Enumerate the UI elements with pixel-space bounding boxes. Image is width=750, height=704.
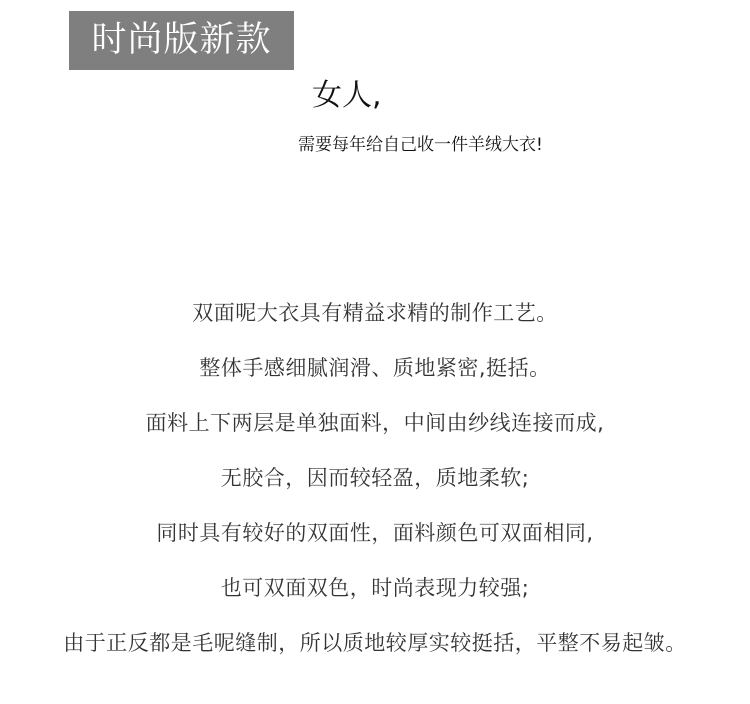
tagline: 需要每年给自己收一件羊绒大衣! — [298, 135, 543, 155]
title-badge: 时尚版新款 — [69, 11, 294, 70]
headline: 女人, — [312, 78, 382, 113]
description-line: 整体手感细腻润滑、质地紧密,挺括。 — [199, 356, 551, 380]
description-line: 无胶合，因而较轻盈，质地柔软; — [220, 466, 530, 490]
description-line: 由于正反都是毛呢缝制，所以质地较厚实较挺括，平整不易起皱。 — [63, 631, 687, 655]
description-list — [0, 290, 750, 675]
description-line: 面料上下两层是单独面料，中间由纱线连接而成, — [145, 411, 605, 435]
description-line: 双面呢大衣具有精益求精的制作工艺。 — [192, 301, 558, 325]
description-line: 也可双面双色，时尚表现力较强; — [220, 576, 530, 600]
description-line: 同时具有较好的双面性，面料颜色可双面相同, — [156, 521, 594, 545]
